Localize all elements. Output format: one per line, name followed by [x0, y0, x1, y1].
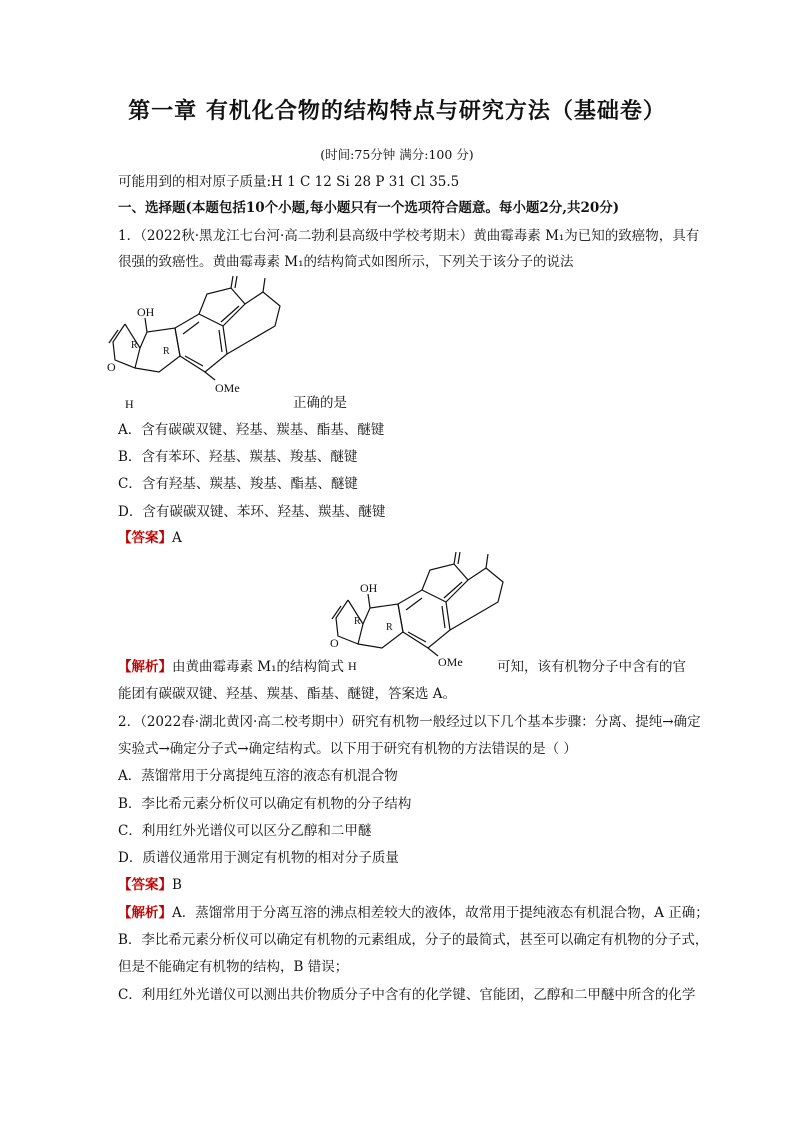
- question-1-analysis-line2: 能团有碳碳双键、羟基、羰基、酯基、醚键，答案选 A。: [118, 686, 457, 702]
- analysis-tag-2: 【解析】: [118, 905, 172, 921]
- answer-tag: 【答案】: [118, 530, 172, 546]
- question-1-option-c: C．含有羟基、羰基、羧基、酯基、醚键: [118, 476, 358, 492]
- exam-time-score: (时间:75分钟 满分:100 分): [320, 147, 474, 162]
- chirality-label-3: R: [386, 622, 393, 633]
- hydrogen-label: H: [125, 397, 134, 411]
- analysis-text-a: 由黄曲霉毒素 M₁的结构简式: [172, 659, 345, 675]
- question-1-stem-line2: 很强的致癌性。黄曲霉毒素 M₁的结构简式如图所示，下列关于该分子的说法: [118, 254, 574, 270]
- answer-value: A: [172, 530, 182, 546]
- answer-tag-2: 【答案】: [118, 877, 172, 893]
- methoxy-label: OMe: [215, 381, 240, 395]
- question-2-stem-line2: 实验式→确定分子式→确定结构式。以下用于研究有机物的方法错误的是（ ）: [118, 741, 577, 757]
- analysis-tag: 【解析】: [118, 659, 172, 675]
- atomic-masses: 可能用到的相对原子质量:H 1 C 12 Si 28 P 31 Cl 35.5: [118, 174, 460, 190]
- question-2-option-c: C．利用红外光谱仪可以区分乙醇和二甲醚: [118, 823, 372, 839]
- hydroxyl-label: OH: [137, 305, 155, 319]
- question-1-option-d: D．含有碳碳双键、苯环、羟基、羰基、醚键: [118, 504, 386, 520]
- hydroxyl-label-2: OH: [360, 581, 378, 595]
- chirality-label: R: [163, 346, 170, 357]
- question-2-analysis-line4: C．利用红外光谱仪可以测出共价物质分子中含有的化学键、官能团，乙醇和二甲醚中所含的化学: [118, 987, 696, 1003]
- question-2-option-d: D．质谱仪通常用于测定有机物的相对分子质量: [118, 850, 399, 866]
- question-2-stem-line1: 2．（2022春·湖北黄冈·高二校考期中）研究有机物一般经过以下几个基本步骤：分离、提纯→确定: [118, 714, 701, 730]
- question-1-analysis-line1-tail: 可知，该有机物分子中含有的官: [497, 659, 686, 675]
- question-2-analysis-line3: 但是不能确定有机物的结构，B 错误；: [118, 959, 349, 975]
- question-2-analysis-line1: [118, 904, 708, 922]
- question-1-option-b: B．含有苯环、羟基、羰基、羧基、醚键: [118, 449, 358, 465]
- question-2-option-a: A．蒸馏常用于分离提纯互溶的液态有机混合物: [118, 768, 398, 784]
- page-title: 第一章 有机化合物的结构特点与研究方法（基础卷）: [128, 99, 666, 124]
- question-1-option-a: A．含有碳碳双键、羟基、羰基、酯基、醚键: [118, 422, 385, 438]
- section-heading: 一、选择题(本题包括10个小题,每小题只有一个选项符合题意。每小题2分,共20分): [118, 200, 620, 216]
- question-1-answer: [118, 529, 708, 547]
- analysis-text-q2: A．蒸馏常用于分离互溶的沸点相差较大的液体，故常用于提纯液态有机混合物，A 正确；: [172, 905, 709, 921]
- question-2-analysis-line2: B．李比希元素分析仪可以确定有机物的元素组成，分子的最简式，甚至可以确定有机物的分子式，: [118, 932, 709, 948]
- hydrogen-label-2: H: [348, 659, 357, 673]
- answer-value-2: B: [172, 877, 182, 893]
- chirality-label-4: R: [354, 616, 361, 627]
- oxygen-label: O: [107, 360, 116, 374]
- question-2-answer: [118, 876, 708, 894]
- question-1-stem-line1: 1．（2022秋·黑龙江七台河·高二勃利县高级中学校考期末）黄曲霉毒素 M₁为已知的致癌物，具有: [118, 228, 700, 244]
- oxygen-label-2: O: [330, 636, 339, 650]
- question-2-option-b: B．李比希元素分析仪可以确定有机物的分子结构: [118, 796, 412, 812]
- methoxy-label-2: OMe: [438, 655, 463, 669]
- structure-diagram-q1: [95, 276, 295, 416]
- chirality-label-2: R: [131, 340, 138, 351]
- question-1-stem-tail: 正确的是: [293, 395, 347, 411]
